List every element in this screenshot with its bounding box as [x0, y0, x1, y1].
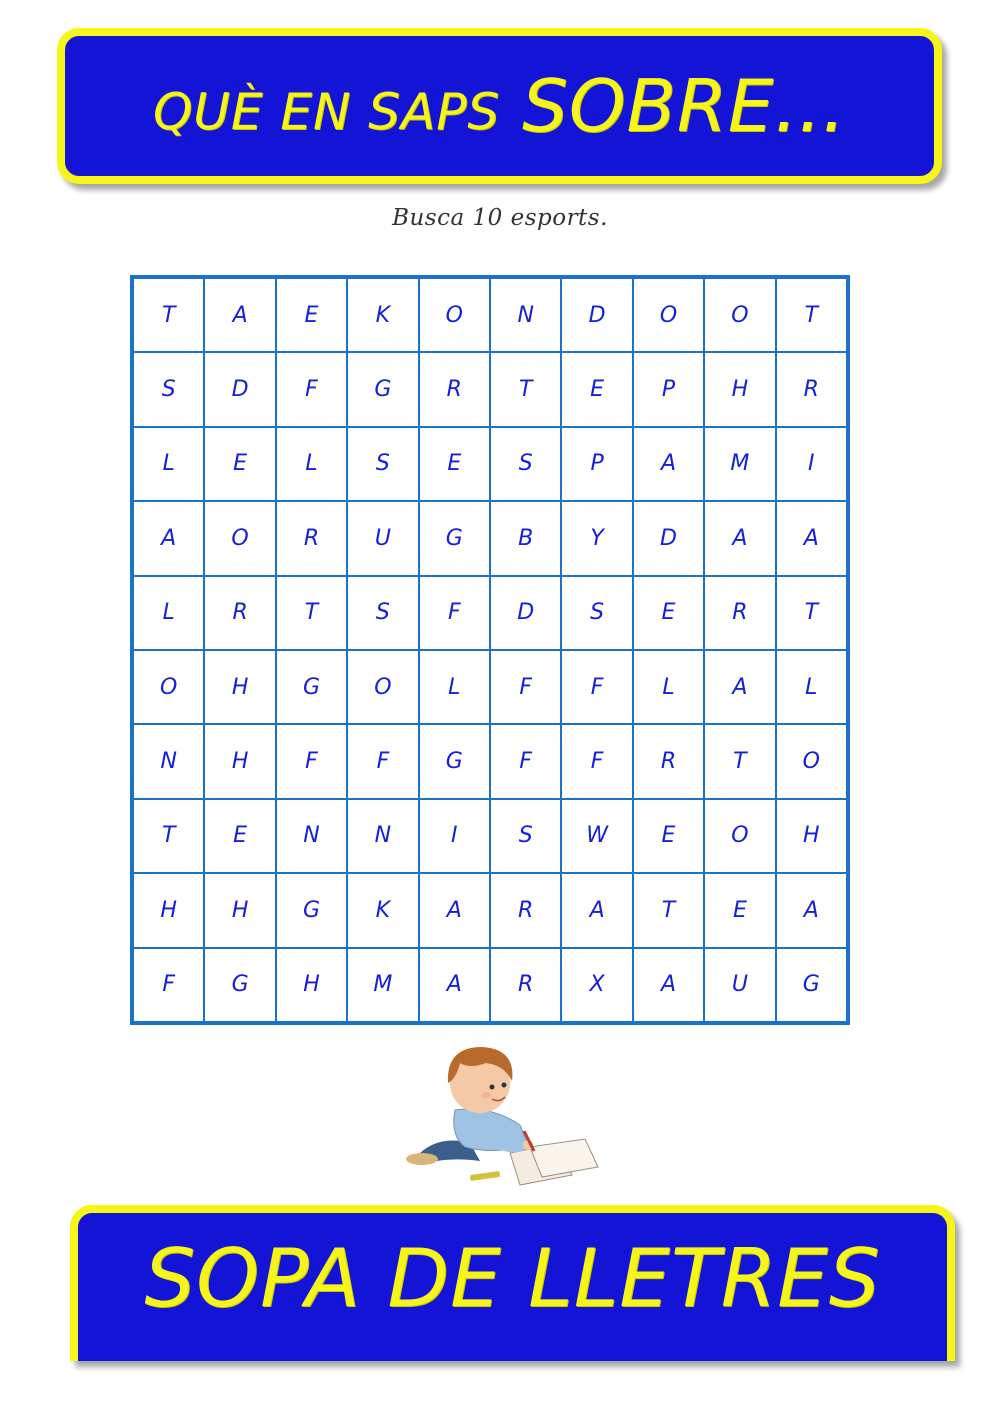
grid-cell[interactable]: T: [276, 576, 347, 650]
grid-cell[interactable]: T: [133, 278, 204, 352]
grid-cell[interactable]: T: [704, 724, 775, 798]
grid-cell[interactable]: S: [347, 576, 418, 650]
grid-cell[interactable]: A: [633, 427, 704, 501]
grid-cell[interactable]: H: [276, 948, 347, 1022]
grid-cell[interactable]: R: [490, 948, 561, 1022]
grid-cell[interactable]: A: [419, 948, 490, 1022]
grid-cell[interactable]: A: [204, 278, 275, 352]
grid-cell[interactable]: H: [204, 724, 275, 798]
grid-cell[interactable]: D: [490, 576, 561, 650]
grid-cell[interactable]: E: [633, 576, 704, 650]
grid-cell[interactable]: F: [561, 650, 632, 724]
grid-cell[interactable]: E: [276, 278, 347, 352]
grid-cell[interactable]: E: [419, 427, 490, 501]
grid-cell[interactable]: A: [419, 873, 490, 947]
grid-cell[interactable]: E: [561, 352, 632, 426]
grid-cell[interactable]: A: [704, 501, 775, 575]
grid-cell[interactable]: D: [204, 352, 275, 426]
grid-cell[interactable]: E: [704, 873, 775, 947]
grid-cell[interactable]: P: [633, 352, 704, 426]
grid-cell[interactable]: G: [347, 352, 418, 426]
grid-cell[interactable]: U: [704, 948, 775, 1022]
header-title: [65, 36, 934, 176]
grid-cell[interactable]: F: [490, 724, 561, 798]
grid-cell[interactable]: R: [490, 873, 561, 947]
grid-cell[interactable]: L: [776, 650, 847, 724]
grid-cell[interactable]: O: [204, 501, 275, 575]
grid-cell[interactable]: A: [776, 873, 847, 947]
grid-cell[interactable]: A: [704, 650, 775, 724]
grid-cell[interactable]: H: [776, 799, 847, 873]
grid-cell[interactable]: F: [419, 576, 490, 650]
grid-cell[interactable]: M: [704, 427, 775, 501]
grid-cell[interactable]: O: [347, 650, 418, 724]
grid-cell[interactable]: B: [490, 501, 561, 575]
grid-cell[interactable]: O: [633, 278, 704, 352]
grid-cell[interactable]: P: [561, 427, 632, 501]
grid-cell[interactable]: G: [204, 948, 275, 1022]
grid-cell[interactable]: W: [561, 799, 632, 873]
grid-cell[interactable]: O: [776, 724, 847, 798]
grid-cell[interactable]: K: [347, 278, 418, 352]
footer-banner: [70, 1205, 955, 1361]
grid-cell[interactable]: A: [133, 501, 204, 575]
grid-cell[interactable]: N: [490, 278, 561, 352]
grid-cell[interactable]: R: [704, 576, 775, 650]
grid-cell[interactable]: L: [633, 650, 704, 724]
grid-cell[interactable]: R: [419, 352, 490, 426]
grid-cell[interactable]: L: [276, 427, 347, 501]
grid-cell[interactable]: S: [347, 427, 418, 501]
child-drawing-illustration: [400, 1035, 610, 1195]
grid-cell[interactable]: I: [776, 427, 847, 501]
grid-cell[interactable]: S: [133, 352, 204, 426]
header-banner: [57, 28, 942, 184]
grid-cell[interactable]: N: [347, 799, 418, 873]
grid-cell[interactable]: G: [276, 873, 347, 947]
grid-cell[interactable]: O: [133, 650, 204, 724]
grid-cell[interactable]: E: [633, 799, 704, 873]
grid-cell[interactable]: F: [347, 724, 418, 798]
grid-cell[interactable]: M: [347, 948, 418, 1022]
grid-cell[interactable]: H: [704, 352, 775, 426]
grid-cell[interactable]: S: [490, 799, 561, 873]
grid-cell[interactable]: A: [776, 501, 847, 575]
grid-cell[interactable]: R: [633, 724, 704, 798]
grid-cell[interactable]: T: [633, 873, 704, 947]
grid-cell[interactable]: D: [633, 501, 704, 575]
grid-cell[interactable]: S: [561, 576, 632, 650]
grid-cell[interactable]: F: [276, 352, 347, 426]
grid-cell[interactable]: D: [561, 278, 632, 352]
instructions-text: Busca 10 esports.: [392, 205, 608, 231]
grid-cell[interactable]: N: [133, 724, 204, 798]
grid-cell[interactable]: R: [204, 576, 275, 650]
grid-cell[interactable]: K: [347, 873, 418, 947]
grid-cell[interactable]: U: [347, 501, 418, 575]
grid-cell[interactable]: A: [561, 873, 632, 947]
grid-cell[interactable]: Y: [561, 501, 632, 575]
grid-cell[interactable]: G: [419, 501, 490, 575]
grid-cell[interactable]: H: [204, 650, 275, 724]
grid-cell[interactable]: O: [419, 278, 490, 352]
header-title-big: SOBRE...: [522, 64, 847, 148]
grid-cell[interactable]: N: [276, 799, 347, 873]
grid-cell[interactable]: F: [561, 724, 632, 798]
grid-cell[interactable]: E: [204, 799, 275, 873]
grid-cell[interactable]: R: [276, 501, 347, 575]
grid-cell[interactable]: T: [776, 576, 847, 650]
grid-cell[interactable]: E: [204, 427, 275, 501]
grid-cell[interactable]: T: [133, 799, 204, 873]
grid-cell[interactable]: G: [776, 948, 847, 1022]
grid-cell[interactable]: R: [776, 352, 847, 426]
word-search-grid: [130, 275, 850, 1025]
grid-cell[interactable]: X: [561, 948, 632, 1022]
grid-cell[interactable]: L: [133, 576, 204, 650]
grid-cell[interactable]: S: [490, 427, 561, 501]
grid-cell[interactable]: O: [704, 799, 775, 873]
grid-cell[interactable]: L: [419, 650, 490, 724]
grid-cell[interactable]: T: [490, 352, 561, 426]
grid-cell[interactable]: G: [419, 724, 490, 798]
grid-cell[interactable]: F: [133, 948, 204, 1022]
header-title-small: QUÈ EN SAPS: [152, 83, 501, 141]
grid-cell[interactable]: A: [633, 948, 704, 1022]
grid-cell[interactable]: G: [276, 650, 347, 724]
footer-title: SOPA DE LLETRES: [144, 1231, 881, 1325]
grid-cell[interactable]: I: [419, 799, 490, 873]
grid-cell[interactable]: L: [133, 427, 204, 501]
grid-cell[interactable]: H: [204, 873, 275, 947]
grid-cell[interactable]: T: [776, 278, 847, 352]
grid-cell[interactable]: F: [276, 724, 347, 798]
grid-cell[interactable]: O: [704, 278, 775, 352]
grid-cell[interactable]: H: [133, 873, 204, 947]
grid-cell[interactable]: F: [490, 650, 561, 724]
